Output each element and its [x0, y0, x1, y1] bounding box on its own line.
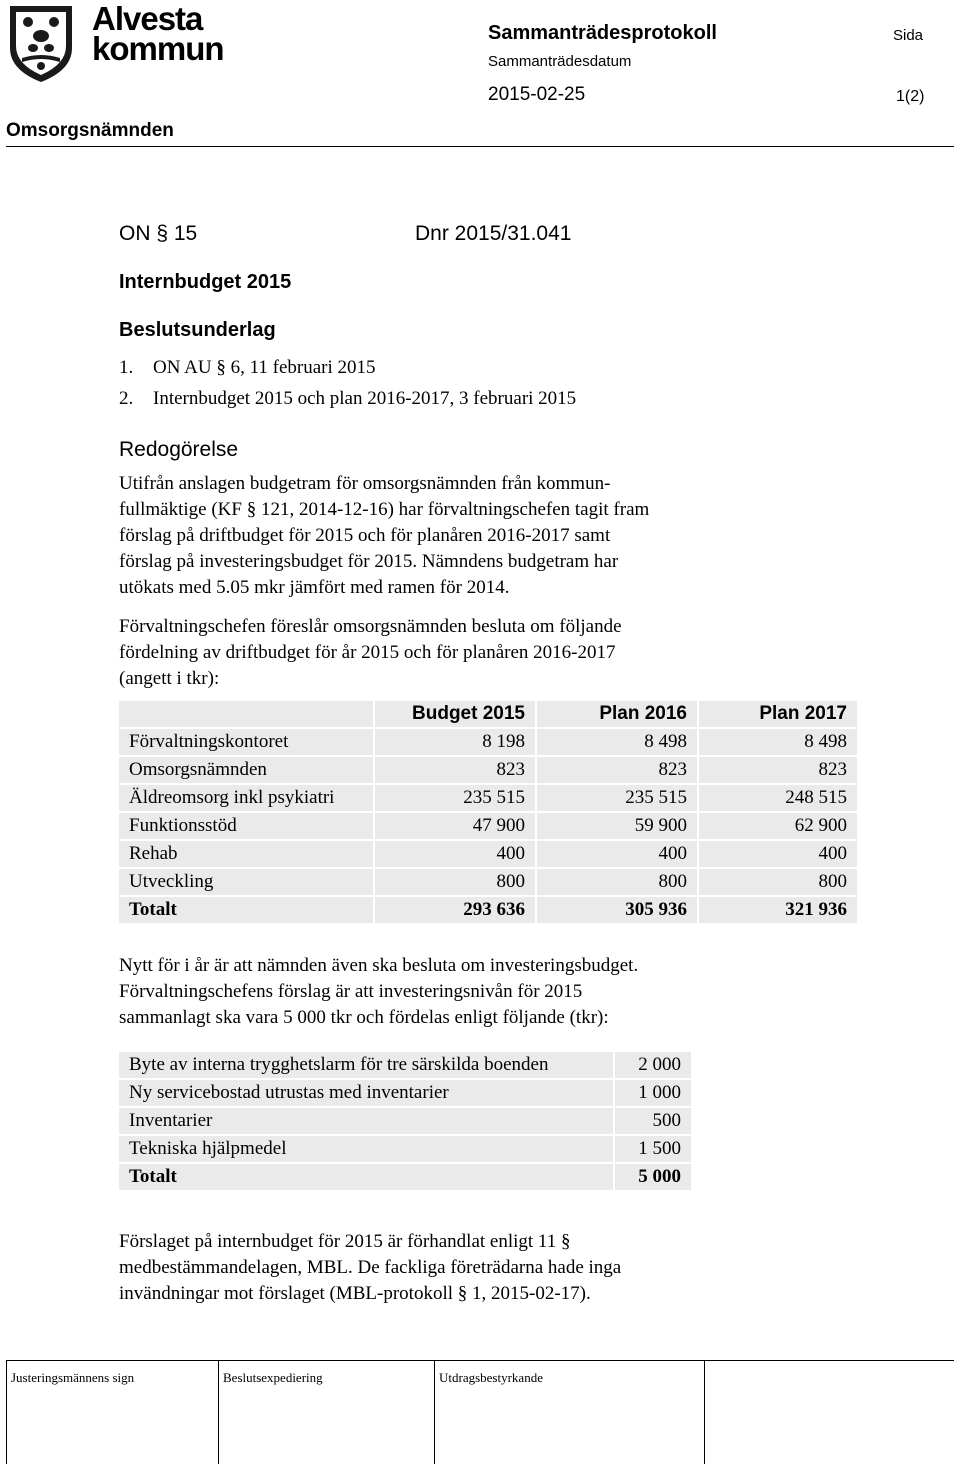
table-row: Byte av interna trygghetslarm för tre särskilda boenden 2 000	[118, 1051, 692, 1079]
table-row: Ny servicebostad utrustas med inventarier 1 000	[118, 1079, 692, 1107]
table-total-row: Totalt 5 000	[118, 1163, 692, 1191]
footer-empty-field	[704, 1360, 954, 1464]
column-header: Budget 2015	[374, 700, 536, 728]
paragraph-reference	[119, 222, 572, 246]
report-heading: Redogörelse	[119, 438, 239, 461]
board-name: Omsorgsnämnden	[6, 120, 174, 141]
list-item: 2. Internbudget 2015 och plan 2016-2017, 3 februari 2015	[119, 388, 577, 409]
footer-expedition-field: Beslutsexpediering	[218, 1360, 434, 1464]
table-row: Tekniska hjälpmedel 1 500	[118, 1135, 692, 1163]
paragraph-number: 15	[173, 222, 198, 245]
list-item: 1. ON AU § 6, 11 februari 2015	[119, 357, 376, 378]
document-title: Sammanträdesprotokoll	[488, 22, 717, 44]
investment-intro-text: Nytt för i år är att nämnden även ska besluta om investeringsbudget. Förvaltningschefens förslag är att investeringsnivån för 2015 sammanlagt ska vara 5 000 tkr och fördelas enligt följande (tkr):	[119, 955, 639, 1028]
table-row: Omsorgsnämnden 823 823 823	[118, 756, 858, 784]
header-divider	[6, 146, 954, 147]
municipality-crest	[8, 4, 74, 84]
table-row: Äldreomsorg inkl psykiatri 235 515 235 515 248 515	[118, 784, 858, 812]
table-row: Inventarier 500	[118, 1107, 692, 1135]
footer-signature-field: Justeringsmännens sign	[6, 1360, 218, 1464]
column-header: Plan 2017	[698, 700, 858, 728]
registration-number: Dnr 2015/31.041	[415, 222, 572, 245]
investment-budget-table	[118, 1051, 692, 1191]
decision-basis-list	[119, 352, 576, 414]
table-header-row	[118, 700, 858, 728]
section-symbol: §	[156, 222, 169, 245]
table-row: Utveckling 800 800 800	[118, 868, 858, 896]
mbl-negotiation-text: Förslaget på internbudget för 2015 är förhandlat enligt 11 § medbestämmandelagen, MBL. De fackliga företrädarna hade inga invändningar mot förslaget (MBL-protokoll § 1, 2015-02-17).	[119, 1231, 622, 1304]
operating-budget-table	[118, 700, 858, 924]
municipality-logo-text: Alvesta kommun	[92, 0, 224, 67]
table-row: Funktionsstöd 47 900 59 900 62 900	[118, 812, 858, 840]
proposal-text: Förvaltningschefen föreslår omsorgsnämnden besluta om följande fördelning av driftbudget för år 2015 och för planåren 2016-2017 (angett i tkr):	[119, 616, 622, 689]
table-row: Rehab 400 400 400	[118, 840, 858, 868]
report-text: Utifrån anslagen budgetram för omsorgsnämnden från kommun- fullmäktige (KF § 121, 2014-12-16) har förvaltningschefen tagit fram förslag på driftbudget för 2015 och för planåren 2016-2017 samt förslag på investeringsbudget för 2015. Nämndens budgetram har utökats med 5.05 mkr jämfört med ramen för 2014.	[119, 473, 650, 598]
page-number: 1(2)	[896, 88, 925, 105]
page-label: Sida	[893, 27, 924, 44]
footer-certification-field: Utdragsbestyrkande	[434, 1360, 704, 1464]
column-header: Plan 2016	[536, 700, 698, 728]
table-total-row: Totalt 293 636 305 936 321 936	[118, 896, 858, 924]
section-title: Internbudget 2015	[119, 271, 292, 293]
decision-basis-heading: Beslutsunderlag	[119, 319, 276, 341]
meeting-date: 2015-02-25	[488, 84, 586, 105]
table-row: Förvaltningskontoret 8 198 8 498 8 498	[118, 728, 858, 756]
meeting-date-label: Sammanträdesdatum	[488, 53, 632, 70]
paragraph-prefix: ON	[119, 222, 151, 245]
